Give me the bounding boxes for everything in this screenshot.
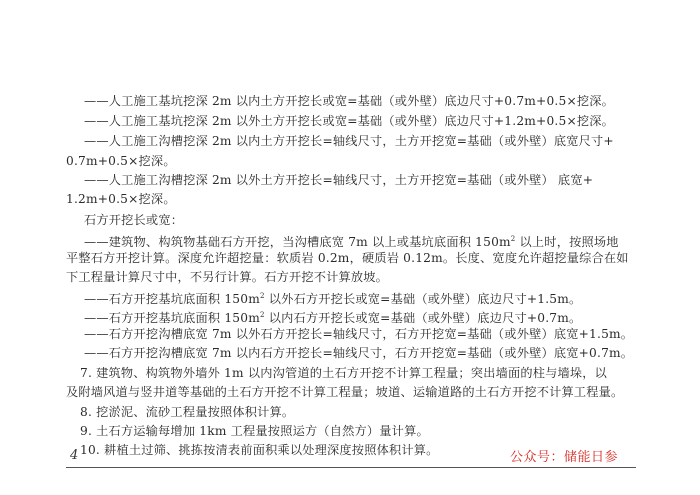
text-line: ——人工施工基坑挖深 2m 以外土方开挖长或宽=基础（或外壁）底边尺寸+1.2m+0.5×挖深。 [84, 114, 615, 128]
list-item: 8. 挖淤泥、流砂工程量按照体积计算。 [80, 405, 295, 419]
text-line: 平整石方开挖计算。深度允许超挖量：软质岩 0.2m，硬质岩 0.12m。长度、宽度允许超挖量综合在如 [66, 251, 629, 265]
text-line: ——石方开挖沟槽底宽 7m 以外石方开挖长=轴线尺寸，石方开挖宽=基础（或外壁）底宽+1.5m。 [84, 327, 634, 341]
text-line: ——人工施工沟槽挖深 2m 以外土方开挖长=轴线尺寸，土方开挖宽=基础（或外壁） 底宽+ [84, 173, 594, 187]
text-line [84, 287, 581, 308]
text-segment: ——石方开挖基坑底面积 150m [84, 311, 260, 325]
text-segment: ——石方开挖基坑底面积 150m [84, 292, 260, 306]
list-item: 9. 土石方运输每增加 1km 工程量按照运方（自然方）量计算。 [80, 424, 429, 438]
superscript: 2 [259, 311, 265, 319]
list-item: 10. 耕植土过筛、挑拣按清表前面积乘以处理深度按照体积计算。 [80, 443, 439, 457]
text-line [84, 306, 581, 327]
section-heading: 石方开挖长或宽： [84, 213, 184, 227]
text-segment: 以外石方开挖长或宽=基础（或外壁）底边尺寸+1.5m。 [264, 292, 582, 306]
watermark: 公众号：储能日参 [510, 450, 619, 465]
text-line: ——人工施工沟槽挖深 2m 以内土方开挖长=轴线尺寸，土方开挖宽=基础（或外壁）底宽尺寸+ [84, 134, 614, 148]
list-item: 7. 建筑物、构筑物外墙外 1m 以内沟管道的土石方开挖不计算工程量；突出墙面的柱与墙垛，以 [80, 366, 608, 380]
text-line [84, 230, 619, 251]
superscript: 2 [510, 235, 516, 243]
text-line: ——石方开挖沟槽底宽 7m 以内石方开挖长=轴线尺寸，石方开挖宽=基础（或外壁）底宽+0.7m。 [84, 346, 634, 360]
text-line: 下工程量计算尺寸中，不另行计算。石方开挖不计算放坡。 [66, 270, 389, 284]
page-number: 4 [70, 448, 79, 463]
text-segment: ——建筑物、构筑物基础石方开挖，当沟槽底宽 7m 以上或基坑底面积 150m [84, 235, 511, 249]
text-segment: 以内石方开挖长或宽=基础（或外壁）底边尺寸+0.7m。 [264, 311, 582, 325]
text-segment: 以上时，按照场地 [515, 235, 619, 249]
text-line: 1.2m+0.5×挖深。 [66, 192, 176, 206]
text-line: 及附墙风道与竖井道等基础的土石方开挖不计算工程量；坡道、运输道路的土石方开挖不计算工程量。 [66, 385, 624, 399]
superscript: 2 [259, 292, 265, 300]
text-line: 0.7m+0.5×挖深。 [66, 154, 176, 168]
text-line: ——人工施工基坑挖深 2m 以内土方开挖长或宽=基础（或外壁）底边尺寸+0.7m+0.5×挖深。 [84, 94, 615, 108]
footer-rule [66, 467, 636, 468]
